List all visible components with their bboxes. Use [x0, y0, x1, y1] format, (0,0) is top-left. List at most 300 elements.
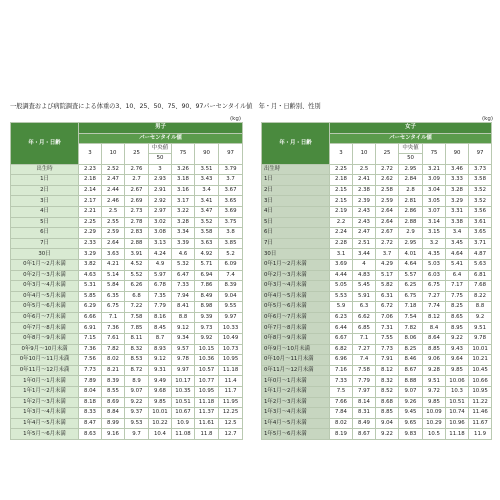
weight-cell: 2.64 [376, 206, 399, 217]
weight-cell: 3.13 [149, 238, 172, 249]
row-label: 1日 [11, 175, 79, 186]
weight-cell: 11.61 [195, 418, 219, 429]
weight-cell: 10.77 [195, 376, 219, 387]
weight-cell: 10.15 [195, 344, 219, 355]
weight-cell: 10.9 [172, 418, 195, 429]
weight-cell: 9.72 [423, 387, 446, 398]
percentile-col: 50 [156, 155, 164, 162]
weight-cell: 4.92 [195, 249, 219, 260]
weight-cell: 9.78 [469, 334, 492, 345]
weight-cell: 7.56 [79, 355, 102, 366]
weight-cell: 8.8 [172, 312, 195, 323]
weight-cell: 9.7 [125, 429, 149, 440]
weight-cell: 3.02 [149, 217, 172, 228]
weight-cell: 11.18 [446, 429, 469, 440]
row-label: 3日 [11, 196, 79, 207]
weight-cell: 8.21 [102, 365, 125, 376]
table-row [262, 397, 492, 408]
weight-cell: 8.53 [125, 355, 149, 366]
table-row [262, 387, 492, 398]
weight-cell: 10.21 [469, 355, 492, 366]
table-row [262, 217, 492, 228]
weight-cell: 2.78 [125, 217, 149, 228]
row-label: 0年3月～4月未満 [11, 281, 79, 292]
weight-cell: 8.7 [149, 334, 172, 345]
weight-cell: 2.73 [125, 206, 149, 217]
weight-cell: 3.4 [446, 228, 469, 239]
weight-cell: 9.68 [149, 387, 172, 398]
table-row [262, 281, 492, 292]
weight-cell: 9.51 [423, 376, 446, 387]
weight-cell: 8.9 [125, 376, 149, 387]
weight-cell: 5.32 [172, 259, 195, 270]
weight-cell: 9.22 [376, 429, 399, 440]
weight-cell: 12.7 [219, 429, 243, 440]
weight-cell: 4.29 [376, 259, 399, 270]
weight-cell: 8.06 [399, 334, 423, 345]
weight-cell: 2.28 [330, 238, 353, 249]
weight-cell: 8.93 [149, 344, 172, 355]
weight-cell: 3.82 [79, 259, 102, 270]
weight-cell: 7.36 [102, 323, 125, 334]
weight-cell: 2.64 [102, 238, 125, 249]
weight-cell: 2.86 [399, 206, 423, 217]
weight-cell: 2.47 [353, 228, 376, 239]
weight-cell: 10.74 [446, 408, 469, 419]
row-label: 0年11月～12月未満 [11, 365, 79, 376]
weight-cell: 8.22 [469, 291, 492, 302]
weight-cell: 3.08 [149, 228, 172, 239]
weight-cell: 10.01 [469, 344, 492, 355]
weight-cell: 11.37 [195, 408, 219, 419]
weight-cell: 10.51 [446, 397, 469, 408]
weight-cell: 2.59 [102, 228, 125, 239]
weight-cell: 10.35 [172, 387, 195, 398]
row-label: 出生時 [11, 164, 79, 175]
weight-cell: 5.57 [399, 270, 423, 281]
weight-cell: 2.44 [102, 185, 125, 196]
weight-cell: 2.9 [399, 228, 423, 239]
weight-cell: 8.46 [399, 355, 423, 366]
table-row [262, 334, 492, 345]
weight-cell: 9.07 [399, 387, 423, 398]
weight-cell: 2.64 [376, 217, 399, 228]
weight-cell: 6.25 [399, 281, 423, 292]
table-row [11, 334, 243, 345]
weight-cell: 3.58 [195, 228, 219, 239]
weight-cell: 2.39 [353, 196, 376, 207]
weight-cell: 8.55 [102, 387, 125, 398]
weight-cell: 5.31 [79, 281, 102, 292]
weight-cell: 9.65 [399, 418, 423, 429]
percentile-col: 97 [469, 144, 492, 164]
weight-cell: 6.62 [353, 312, 376, 323]
weight-cell: 4.87 [469, 249, 492, 260]
weight-cell: 2.76 [125, 164, 149, 175]
weight-cell: 5.97 [149, 270, 172, 281]
row-label: 1年3月～4月未満 [262, 408, 330, 419]
row-label: 0年7月～8月未満 [11, 323, 79, 334]
weight-cell: 9.45 [399, 408, 423, 419]
weight-cell: 3.7 [219, 175, 243, 186]
weight-cell: 7.17 [446, 281, 469, 292]
weight-cell: 3.63 [195, 238, 219, 249]
weight-cell: 2.41 [353, 175, 376, 186]
weight-cell: 7.1 [353, 334, 376, 345]
weight-cell: 3.61 [469, 217, 492, 228]
weight-cell: 7.68 [469, 281, 492, 292]
row-label: 1年0月～1月未満 [11, 376, 79, 387]
weight-cell: 3.21 [423, 164, 446, 175]
row-label: 0年1月～2月未満 [11, 259, 79, 270]
weight-cell: 8.39 [102, 376, 125, 387]
table-row [11, 429, 243, 440]
weight-cell: 6.75 [423, 281, 446, 292]
row-label: 0年10月～11月未満 [262, 355, 330, 366]
weight-cell: 10.96 [446, 418, 469, 429]
row-label: 1年1月～2月未満 [11, 387, 79, 398]
table-row [262, 185, 492, 196]
weight-cell: 3.15 [423, 228, 446, 239]
median-col [149, 144, 172, 164]
weight-cell: 4.21 [102, 259, 125, 270]
weight-cell: 3.79 [219, 164, 243, 175]
weight-cell: 3.29 [79, 249, 102, 260]
weight-cell: 8.16 [149, 312, 172, 323]
weight-cell: 3.04 [423, 185, 446, 196]
weight-cell: 8.11 [125, 334, 149, 345]
weight-cell: 3.58 [469, 175, 492, 186]
weight-cell: 9.12 [149, 355, 172, 366]
table-row [11, 418, 243, 429]
weight-cell: 4.64 [446, 249, 469, 260]
row-label: 0年3月～4月未満 [262, 281, 330, 292]
row-label: 1年0月～1月未満 [262, 376, 330, 387]
weight-cell: 3.2 [423, 238, 446, 249]
weight-cell: 6.78 [149, 281, 172, 292]
weight-cell: 2.84 [399, 175, 423, 186]
weight-cell: 8.64 [423, 334, 446, 345]
weight-cell: 4.35 [423, 249, 446, 260]
weight-cell: 3.16 [172, 185, 195, 196]
weight-cell: 8.25 [399, 344, 423, 355]
row-label: 2日 [11, 185, 79, 196]
weight-cell: 9.64 [446, 355, 469, 366]
row-label: 出生時 [262, 164, 330, 175]
weight-cell: 7.85 [125, 323, 149, 334]
table-row [11, 397, 243, 408]
weight-cell: 11.18 [219, 365, 243, 376]
table-row [11, 206, 243, 217]
table-row [262, 196, 492, 207]
table-row [11, 249, 243, 260]
table-row [11, 228, 243, 239]
row-label: 0年6月～7月未満 [262, 312, 330, 323]
weight-cell: 9.28 [423, 365, 446, 376]
table-row [262, 312, 492, 323]
weight-cell: 3.75 [219, 217, 243, 228]
row-label: 1年5月～6月未満 [262, 429, 330, 440]
weight-cell: 2.47 [102, 175, 125, 186]
weight-cell: 7.66 [330, 397, 353, 408]
weight-cell: 6.66 [79, 312, 102, 323]
weight-cell: 2.43 [353, 217, 376, 228]
weight-cell: 3.07 [423, 206, 446, 217]
row-label: 7日 [11, 238, 79, 249]
weight-cell: 2.8 [399, 185, 423, 196]
weight-cell: 9.85 [149, 397, 172, 408]
weight-cell: 5.41 [446, 259, 469, 270]
weight-cell: 2.18 [79, 175, 102, 186]
weight-cell: 2.72 [376, 238, 399, 249]
weight-cell: 8.47 [79, 418, 102, 429]
weight-cell: 6.81 [469, 270, 492, 281]
weight-cell: 3.51 [195, 164, 219, 175]
weight-cell: 8.49 [195, 291, 219, 302]
weight-cell: 8.84 [102, 408, 125, 419]
weight-cell: 8.85 [376, 408, 399, 419]
weight-cell: 10.36 [195, 355, 219, 366]
weight-cell: 2.5 [353, 164, 376, 175]
weight-cell: 9.39 [195, 312, 219, 323]
row-label: 0年8月～9月未満 [11, 334, 79, 345]
weight-cell: 2.62 [376, 175, 399, 186]
row-label: 0年9月～10月未満 [262, 344, 330, 355]
weight-cell: 2.46 [102, 196, 125, 207]
weight-cell: 12.5 [219, 418, 243, 429]
table-row [262, 365, 492, 376]
weight-cell: 4.9 [149, 259, 172, 270]
weight-cell: 2.33 [79, 238, 102, 249]
weight-cell: 9.83 [399, 429, 423, 440]
weight-cell: 3.63 [102, 249, 125, 260]
weight-cell: 10.3 [446, 387, 469, 398]
weight-cell: 3.8 [219, 228, 243, 239]
weight-cell: 7.82 [102, 344, 125, 355]
weight-cell: 8.19 [330, 429, 353, 440]
percentile-col: 25 [125, 144, 149, 164]
weight-cell: 3.71 [469, 238, 492, 249]
table-row [11, 302, 243, 313]
weight-cell: 7.31 [376, 323, 399, 334]
weight-cell: 2.92 [149, 196, 172, 207]
table-row [11, 365, 243, 376]
row-label: 1年1月～2月未満 [262, 387, 330, 398]
weight-cell: 10.33 [219, 323, 243, 334]
weight-cell: 6.85 [353, 323, 376, 334]
weight-cell: 2.24 [330, 228, 353, 239]
weight-cell: 8.14 [353, 397, 376, 408]
weight-cell: 8.04 [79, 387, 102, 398]
weight-cell: 8.69 [102, 397, 125, 408]
weight-cell: 5.9 [330, 302, 353, 313]
weight-cell: 10.51 [172, 397, 195, 408]
table-row [11, 175, 243, 186]
weight-cell: 3.73 [469, 164, 492, 175]
unit-label-boys: (kg) [230, 116, 241, 122]
percentile-col: 75 [172, 144, 195, 164]
weight-cell: 5.53 [330, 291, 353, 302]
weight-cell: 3.69 [330, 259, 353, 270]
weight-cell: 6.44 [330, 323, 353, 334]
weight-cell: 8.32 [125, 344, 149, 355]
row-label: 1年2月～3月未満 [11, 397, 79, 408]
table-row [11, 164, 243, 175]
weight-cell: 2.52 [102, 164, 125, 175]
weight-cell: 7.36 [79, 344, 102, 355]
weight-cell: 8.25 [446, 302, 469, 313]
weight-cell: 5.71 [195, 259, 219, 270]
boys-weight-table [10, 122, 243, 440]
weight-cell: 10.4 [149, 429, 172, 440]
weight-cell: 9.57 [172, 344, 195, 355]
table-row [262, 408, 492, 419]
weight-cell: 9.04 [376, 418, 399, 429]
weight-cell: 7.33 [172, 281, 195, 292]
percentile-col: 3 [79, 144, 102, 164]
table-row [11, 344, 243, 355]
weight-cell: 9.22 [125, 397, 149, 408]
weight-cell: 10.66 [469, 376, 492, 387]
table-row [11, 312, 243, 323]
table-row [11, 387, 243, 398]
weight-cell: 5.17 [376, 270, 399, 281]
percentile-col: 90 [195, 144, 219, 164]
weight-cell: 7.58 [125, 312, 149, 323]
weight-cell: 4.6 [172, 249, 195, 260]
weight-cell: 8.02 [330, 418, 353, 429]
weight-cell: 6.4 [446, 270, 469, 281]
row-label: 4日 [11, 206, 79, 217]
row-label: 3日 [262, 196, 330, 207]
weight-cell: 11.08 [172, 429, 195, 440]
row-label: 0年1月～2月未満 [262, 259, 330, 270]
row-label: 1年4月～5月未満 [262, 418, 330, 429]
weight-cell: 7.06 [376, 312, 399, 323]
weight-cell: 2.91 [149, 185, 172, 196]
weight-cell: 10.49 [219, 334, 243, 345]
weight-cell: 9.85 [446, 365, 469, 376]
table-row [262, 228, 492, 239]
weight-cell: 9.53 [125, 418, 149, 429]
weight-cell: 10.67 [172, 408, 195, 419]
weight-cell: 8.67 [353, 429, 376, 440]
weight-cell: 2.38 [353, 185, 376, 196]
weight-cell: 7.86 [195, 281, 219, 292]
weight-cell: 3.7 [376, 249, 399, 260]
weight-cell: 2.17 [79, 196, 102, 207]
weight-cell: 10.17 [172, 376, 195, 387]
table-row [11, 196, 243, 207]
weight-cell: 10.95 [195, 387, 219, 398]
weight-cell: 11.9 [469, 429, 492, 440]
weight-cell: 7.94 [172, 291, 195, 302]
weight-cell: 2.97 [149, 206, 172, 217]
row-label: 0年8月～9月未満 [262, 334, 330, 345]
weight-cell: 11.7 [219, 387, 243, 398]
weight-cell: 9.85 [423, 397, 446, 408]
weight-cell: 9.22 [446, 334, 469, 345]
weight-cell: 3.39 [172, 238, 195, 249]
weight-cell: 3.46 [446, 164, 469, 175]
weight-cell: 3.14 [423, 217, 446, 228]
weight-cell: 8.49 [353, 418, 376, 429]
weight-cell: 5.2 [219, 249, 243, 260]
weight-cell: 9.34 [172, 334, 195, 345]
weight-cell: 7.91 [376, 355, 399, 366]
weight-cell: 5.91 [353, 291, 376, 302]
weight-cell: 8.18 [79, 397, 102, 408]
weight-cell: 6.8 [125, 291, 149, 302]
weight-cell: 2.29 [79, 228, 102, 239]
weight-cell: 5.52 [125, 270, 149, 281]
weight-cell: 6.29 [79, 302, 102, 313]
weight-cell: 2.67 [376, 228, 399, 239]
row-label: 1年2月～3月未満 [262, 397, 330, 408]
weight-cell: 3.28 [446, 185, 469, 196]
weight-cell: 4 [353, 259, 376, 270]
weight-cell: 4.64 [399, 259, 423, 270]
weight-cell: 10.73 [219, 344, 243, 355]
weight-cell: 9.55 [219, 302, 243, 313]
weight-cell: 7.4 [353, 355, 376, 366]
weight-cell: 4.01 [399, 249, 423, 260]
weight-cell: 3.44 [353, 249, 376, 260]
weight-cell: 9.92 [195, 334, 219, 345]
weight-cell: 7.5 [330, 387, 353, 398]
weight-cell: 6.26 [125, 281, 149, 292]
weight-cell: 6.91 [79, 323, 102, 334]
weight-cell: 3.05 [423, 196, 446, 207]
weight-cell: 2.18 [330, 175, 353, 186]
weight-cell: 6.03 [423, 270, 446, 281]
weight-cell: 11.22 [469, 397, 492, 408]
weight-cell: 7.27 [353, 344, 376, 355]
weight-cell: 5.45 [353, 281, 376, 292]
weight-cell: 11.4 [219, 376, 243, 387]
weight-cell: 2.25 [79, 217, 102, 228]
weight-cell: 9.06 [423, 355, 446, 366]
table-row [262, 270, 492, 281]
weight-cell: 10.22 [149, 418, 172, 429]
unit-label-girls: (kg) [482, 116, 493, 122]
table-row [262, 291, 492, 302]
weight-cell: 7.35 [149, 291, 172, 302]
weight-cell: 10.5 [423, 429, 446, 440]
weight-cell: 2.25 [330, 164, 353, 175]
weight-cell: 7.33 [330, 376, 353, 387]
weight-cell: 4.44 [330, 270, 353, 281]
weight-cell: 7.79 [149, 302, 172, 313]
weight-cell: 2.21 [79, 206, 102, 217]
weight-cell: 9.97 [219, 312, 243, 323]
weight-cell: 8.4 [423, 323, 446, 334]
weight-cell: 8.39 [219, 281, 243, 292]
weight-cell: 3.22 [172, 206, 195, 217]
weight-cell: 7.97 [353, 387, 376, 398]
weight-cell: 2.95 [399, 238, 423, 249]
weight-cell: 7.82 [399, 323, 423, 334]
weight-cell: 2.69 [125, 196, 149, 207]
weight-cell: 3.4 [195, 185, 219, 196]
weight-cell: 9.37 [125, 408, 149, 419]
weight-cell: 7.18 [399, 302, 423, 313]
weight-cell: 9.51 [469, 323, 492, 334]
weight-cell: 10.06 [446, 376, 469, 387]
weight-cell: 2.93 [149, 175, 172, 186]
weight-cell: 8.31 [353, 408, 376, 419]
percentile-header: パーセンタイル値 [330, 133, 492, 144]
